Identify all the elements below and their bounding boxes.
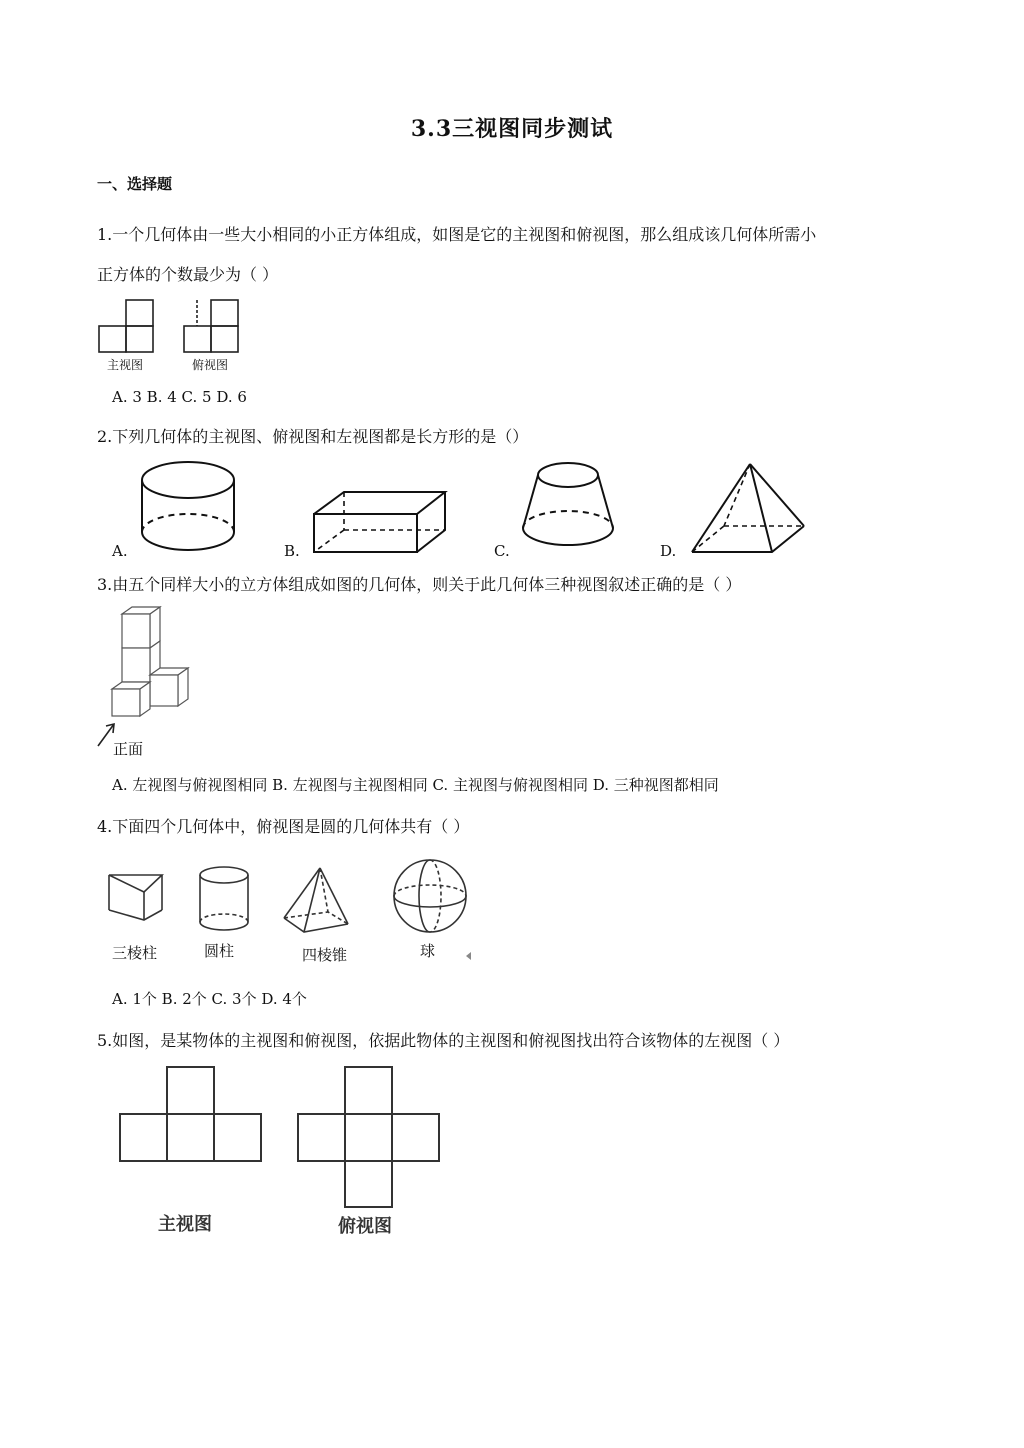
q3-front-label: 正面 <box>113 740 144 758</box>
q2-option-b-label: B. <box>284 542 300 560</box>
q4-label-prism: 三棱柱 <box>112 944 158 962</box>
q5-front-view-figure <box>118 1066 266 1162</box>
q3-cube-stack-figure <box>94 606 194 750</box>
q4-label-pyramid: 四棱锥 <box>302 946 348 964</box>
q4-cylinder-figure <box>198 866 250 934</box>
frustum-figure <box>520 460 616 556</box>
question-1-line-1: 1.一个几何体由一些大小相同的小正方体组成，如图是它的主视图和俯视图，那么组成该几何体所需小 <box>97 225 817 244</box>
q5-top-view-figure <box>296 1066 444 1210</box>
small-marker-icon <box>466 952 472 960</box>
question-1-line-2: 正方体的个数最少为（ ） <box>97 265 279 284</box>
question-3-options: A. 左视图与俯视图相同 B. 左视图与主视图相同 C. 主视图与俯视图相同 D. 三种视图都相同 <box>112 776 719 794</box>
sphere-figure <box>392 858 470 936</box>
q5-front-view-label: 主视图 <box>158 1214 212 1235</box>
question-2-text: 2.下列几何体的主视图、俯视图和左视图都是长方形的是（） <box>97 427 529 446</box>
cylinder-figure <box>140 458 240 558</box>
q1-front-view-label: 主视图 <box>107 358 144 372</box>
q4-label-sphere: 球 <box>420 942 436 960</box>
q1-top-view-figure <box>183 298 243 354</box>
q5-top-view-label: 俯视图 <box>338 1216 392 1237</box>
cuboid-figure <box>312 490 452 556</box>
question-4-text: 4.下面四个几何体中，俯视图是圆的几何体共有（ ） <box>97 817 470 836</box>
triangular-prism-figure <box>106 870 170 922</box>
question-5-text: 5.如图，是某物体的主视图和俯视图，依据此物体的主视图和俯视图找出符合该物体的左视图（ ） <box>97 1031 790 1050</box>
q4-label-cylinder: 圆柱 <box>204 942 235 960</box>
q2-option-d-label: D. <box>660 542 677 560</box>
q2-option-c-label: C. <box>494 542 510 560</box>
section-heading: 一、选择题 <box>97 175 173 193</box>
question-4-options: A. 1个 B. 2个 C. 3个 D. 4个 <box>112 990 307 1008</box>
question-1-options: A. 3 B. 4 C. 5 D. 6 <box>112 388 247 406</box>
square-pyramid-figure <box>282 866 352 936</box>
question-3-text: 3.由五个同样大小的立方体组成如图的几何体，则关于此几何体三种视图叙述正确的是（ ） <box>97 575 742 594</box>
page-title: 3.3三视图同步测试 <box>410 116 614 142</box>
q1-front-view-figure <box>98 298 158 354</box>
q1-top-view-label: 俯视图 <box>192 358 229 372</box>
pyramid-figure <box>690 462 806 556</box>
q2-option-a-label: A. <box>112 542 128 560</box>
